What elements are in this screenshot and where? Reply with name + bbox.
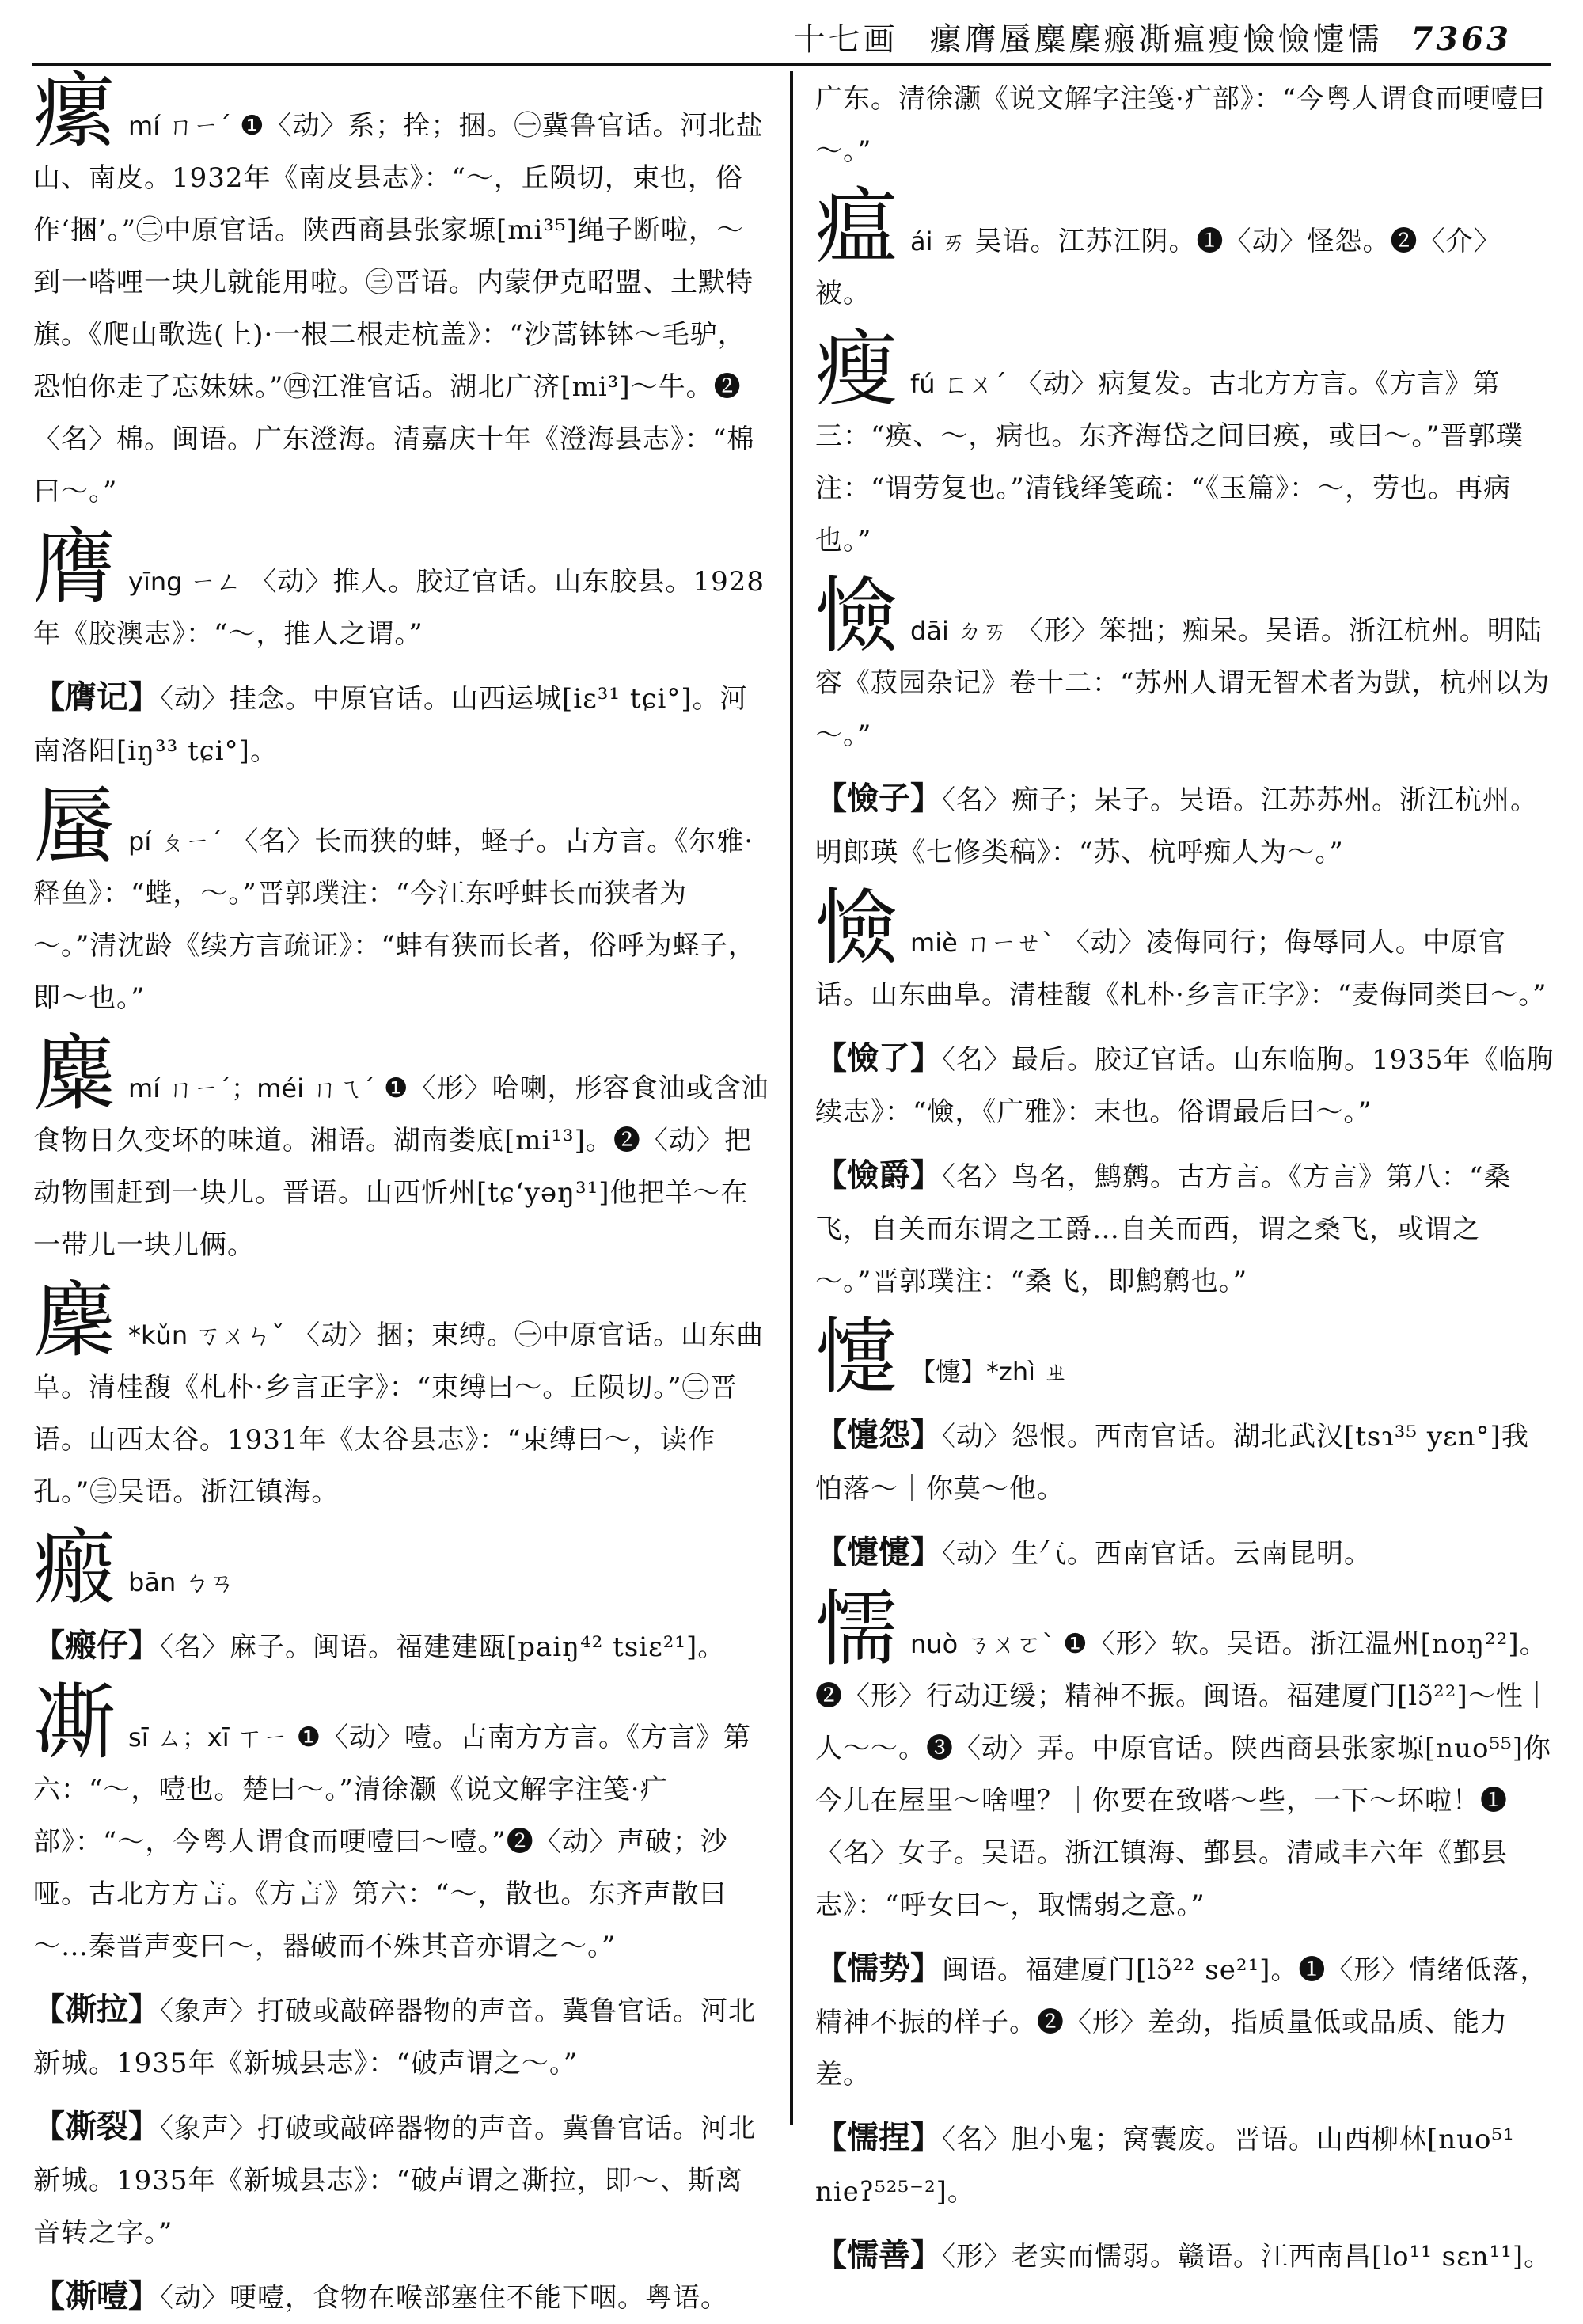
sub-entry	[815, 1526, 1555, 1580]
definition-text: 〈动〉捆；束缚。㊀中原官话。山东曲阜。清桂馥《札朴·乡言正字》：“束缚曰～。丘陨切。”㊁晋语。山西太谷。1931年《太谷县志》：“束缚曰～，读作孔。”㊂吴语。浙江镇海。	[33, 1320, 765, 1508]
definition-text: 〈动〉生气。西南官话。云南昆明。	[942, 1538, 1372, 1570]
definition-text: ❶〈动〉系；拴；捆。㊀冀鲁官话。河北盐山、南皮。1932年《南皮县志》：“～，丘陨切，束也，俗作‘捆’。”㊁中原官话。陕西商县张家塬[mi³⁵]绳子断啦，～到一嗒哩一块儿就能用啦。㊂晋语。内蒙伊克昭盟、土默特旗。《爬山歌选(上)·一根二根走杭盖》：“沙蒿钵钵～毛驴，恐怕你走了忘妹妹。”㊃江淮官话。湖北广济[mi³]～牛。❷〈名〉棉。闽语。广东澄海。清嘉庆十年《澄海县志》：“棉曰～。”	[33, 110, 764, 507]
pronunciation: sī ㄙ；xī ㄒㄧ	[128, 1722, 288, 1752]
sub-entry-headword: 【膺记】	[33, 678, 160, 716]
definition-text: 闽语。福建厦门[lɔ̃²² se²¹]。❶〈形〉情绪低落，精神不振的样子。❷〈形〉差劲，指质量低或品质、能力差。	[815, 1954, 1548, 2090]
dictionary-entry	[815, 178, 1555, 320]
pronunciation: nuò ㄋㄨㄛˋ	[910, 1629, 1055, 1659]
dictionary-entry	[815, 568, 1555, 761]
definition-text: 〈名〉长而狭的蚌，蛏子。古方言。《尔雅·释鱼》：“蜌，～。”晋郭璞注：“今江东呼蚌长而狭者为～。”清沈龄《续方言疏证》：“蚌有狭而长者，俗呼为蛏子，即～也。”	[33, 826, 756, 1014]
definition-text: 〈动〉推人。胶辽官话。山东胶县。1928年《胶澳志》：“～，推人之谓。”	[33, 566, 765, 650]
definition-text: 〈名〉鸟名，鹪鹩。古方言。《方言》第八：“桑飞，自关而东谓之工爵…自关而西，谓之桑飞，或谓之～。”晋郭璞注：“桑飞，即鹪鹩也。”	[815, 1161, 1512, 1297]
definition-text: 〈动〉怨恨。西南官话。湖北武汉[tsɿ³⁵ yɛn°]我怕落～｜你莫～他。	[815, 1421, 1529, 1505]
headword-character: 懦	[815, 1581, 898, 1677]
sub-entry-headword: 【憸了】	[815, 1039, 942, 1077]
headword-character: 蜃	[33, 778, 116, 875]
pronunciation: pí ㄆㄧˊ	[128, 826, 223, 856]
sub-entry-headword: 【凘裂】	[33, 2108, 160, 2145]
sub-entry-headword: 【懦捏】	[815, 2119, 942, 2156]
sub-entry	[815, 773, 1555, 879]
headword-character: 瘟	[815, 178, 898, 275]
headword-character: 憸	[815, 879, 898, 976]
definition-text: 〈名〉胆小鬼；窝囊废。晋语。山西柳林[nuo⁵¹ nieʔ⁵²⁵⁻²]。	[815, 2124, 1515, 2208]
pronunciation: dāi ㄉㄞ	[910, 616, 1008, 646]
sub-entry	[815, 1942, 1555, 2101]
sub-entry	[33, 2101, 769, 2259]
definition-text: ❶〈动〉噎。古南方方言。《方言》第六：“～，噎也。楚曰～。”清徐灏《说文解字注笺·疒部》：“～，今粤人谓食而哽噎曰～噎。”❷〈动〉声破；沙哑。古北方方言。《方言》第六：“～，散也。东齐声散曰～…秦晋声变曰～，器破而不殊其音亦谓之～。”	[33, 1722, 752, 1962]
headword-character: 麇	[33, 1272, 116, 1369]
dictionary-entry	[815, 321, 1555, 567]
sub-entry	[815, 1032, 1555, 1138]
sub-entry-headword: 【瘢仔】	[33, 1627, 160, 1664]
pronunciation: *kǔn ㄎㄨㄣˇ	[128, 1320, 285, 1350]
pronunciation: miè ㄇㄧㄝˋ	[910, 928, 1054, 958]
definition-text: 〈象声〉打破或敲碎器物的声音。冀鲁官话。河北新城。1935年《新城县志》：“破声谓之凘拉，即～、斯离音转之字。”	[33, 2113, 756, 2249]
headword-character: 瘦	[815, 321, 898, 417]
pronunciation: mí ㄇㄧˊ；méi ㄇㄟˊ	[128, 1073, 376, 1103]
column-divider	[790, 71, 793, 2125]
pronunciation: 【懥】*zhì ㄓ	[910, 1357, 1069, 1387]
definition-text: 广东。清徐灏《说文解字注笺·疒部》：“今粤人谓食而哽噎曰～。”	[815, 83, 1547, 167]
dictionary-entry	[33, 1025, 769, 1271]
pronunciation: ái ㄞ	[910, 226, 966, 256]
dictionary-entry	[33, 1519, 769, 1616]
sub-entry	[33, 671, 769, 777]
headword-character: 瘰	[33, 63, 116, 159]
sub-entry-headword: 【凘拉】	[33, 1991, 160, 2028]
definition-text: 〈名〉最后。胶辽官话。山东临朐。1935年《临朐续志》：“憸，《广雅》：末也。俗谓最后曰～。”	[815, 1044, 1555, 1128]
definition-text: 〈动〉哽噎，食物在喉部塞住不能下咽。粤语。	[160, 2282, 728, 2314]
pronunciation: mí ㄇㄧˊ	[128, 111, 232, 141]
sub-entry	[815, 1409, 1555, 1515]
definition-text: 〈形〉老实而懦弱。赣语。江西南昌[lo¹¹ sɛn¹¹]。	[942, 2241, 1552, 2273]
headword-character: 憸	[815, 568, 898, 664]
definition-text: 〈动〉挂念。中原官话。山西运城[iɛ³¹ tɕi°]。河南洛阳[iŋ³³ tɕi°]。	[33, 683, 748, 767]
definition-text: 〈名〉麻子。闽语。福建建瓯[paiŋ⁴² tsiɛ²¹]。	[160, 1631, 726, 1663]
dictionary-entry	[815, 1581, 1555, 1931]
page-header	[0, 0, 1583, 65]
definition-text: 〈形〉笨拙；痴呆。吴语。浙江杭州。明陆容《菽园杂记》卷十二：“苏州人谓无智术者为獃，杭州以为～。”	[815, 615, 1551, 751]
sub-entry-headword: 【懦势】	[815, 1950, 942, 1987]
headword-character: 麋	[33, 1025, 116, 1122]
dictionary-entry	[33, 63, 769, 518]
sub-entry	[33, 1984, 769, 2090]
dictionary-entry	[815, 879, 1555, 1021]
pronunciation: fú ㄈㄨˊ	[910, 369, 1007, 399]
sub-entry	[33, 1620, 769, 1673]
running-head	[794, 14, 1512, 59]
headword-character: 膺	[33, 518, 116, 615]
definition-text: 〈动〉病复发。古北方方言。《方言》第三：“痪、～，病也。东齐海岱之间曰痪，或曰～。”晋郭璞注：“谓劳复也。”清钱绎笺疏：“《玉篇》：～，劳也。再病也。”	[815, 368, 1524, 556]
headword-character: 懥	[815, 1308, 898, 1405]
definition-text: ❶〈形〉软。吴语。浙江温州[noŋ²²]。❷〈形〉行动迂缓；精神不振。闽语。福建厦门[lɔ̃²²]～性｜人～～。❸〈动〉弄。中原官话。陕西商县张家塬[nuo⁵⁵]你今儿在屋里～啥哩？｜你要在致嗒～些，一下～坏啦！❶〈名〉女子。吴语。浙江镇海、鄞县。清咸丰六年《鄞县志》：“呼女曰～，取懦弱之意。”	[815, 1628, 1552, 1921]
headword-character: 瘢	[33, 1519, 116, 1616]
dictionary-entry	[815, 1308, 1555, 1405]
sub-entry	[815, 2229, 1555, 2283]
definition-text: 吴语。江苏江阴。❶〈动〉怪怨。❷〈介〉被。	[815, 226, 1501, 309]
sub-entry-headword: 【憸爵】	[815, 1156, 942, 1194]
dictionary-entry	[33, 778, 769, 1024]
sub-entry-headword: 【凘噎】	[33, 2277, 160, 2315]
definition-text: 〈名〉痴子；呆子。吴语。江苏苏州。浙江杭州。明郎瑛《七修类稿》：“苏、杭呼痴人为～。”	[815, 784, 1538, 868]
head-characters: 瘰膺蜃麋麇瘢凘瘟瘦憸憸懥懦	[929, 21, 1383, 58]
page-number: 7363	[1410, 21, 1512, 58]
sub-entry-headword: 【懦善】	[815, 2236, 942, 2273]
pronunciation: yīng ㄧㄥ	[128, 567, 241, 597]
definition-text: ❶〈形〉哈喇，形容食油或含油食物日久变坏的味道。湘语。湖南娄底[mi¹³]。❷〈动〉把动物围赶到一块儿。晋语。山西忻州[tɕ‘yəŋ³¹]他把羊～在一带儿一块儿俩。	[33, 1073, 769, 1261]
headword-character: 凘	[33, 1674, 116, 1771]
continued-entry	[815, 73, 1555, 177]
section-label: 十七画	[793, 21, 898, 58]
dictionary-entry	[33, 1272, 769, 1518]
sub-entry-headword: 【憸子】	[815, 780, 942, 817]
right-column	[815, 73, 1555, 2273]
definition-text: 〈动〉凌侮同行；侮辱同人。中原官话。山东曲阜。清桂馥《札朴·乡言正字》：“麦侮同类曰～。”	[815, 927, 1547, 1011]
sub-entry	[815, 1149, 1555, 1308]
sub-entry	[815, 2112, 1555, 2218]
dictionary-entry	[33, 518, 769, 660]
header-rule	[32, 63, 1551, 66]
sub-entry-headword: 【懥懥】	[815, 1533, 942, 1570]
definition-text: 〈象声〉打破或敲碎器物的声音。冀鲁官话。河北新城。1935年《新城县志》：“破声谓之～。”	[33, 1996, 756, 2079]
dictionary-entry	[33, 1674, 769, 1973]
left-column	[33, 63, 769, 2315]
sub-entry-headword: 【懥怨】	[815, 1416, 942, 1453]
sub-entry	[33, 2270, 769, 2324]
pronunciation: bān ㄅㄢ	[128, 1567, 235, 1597]
